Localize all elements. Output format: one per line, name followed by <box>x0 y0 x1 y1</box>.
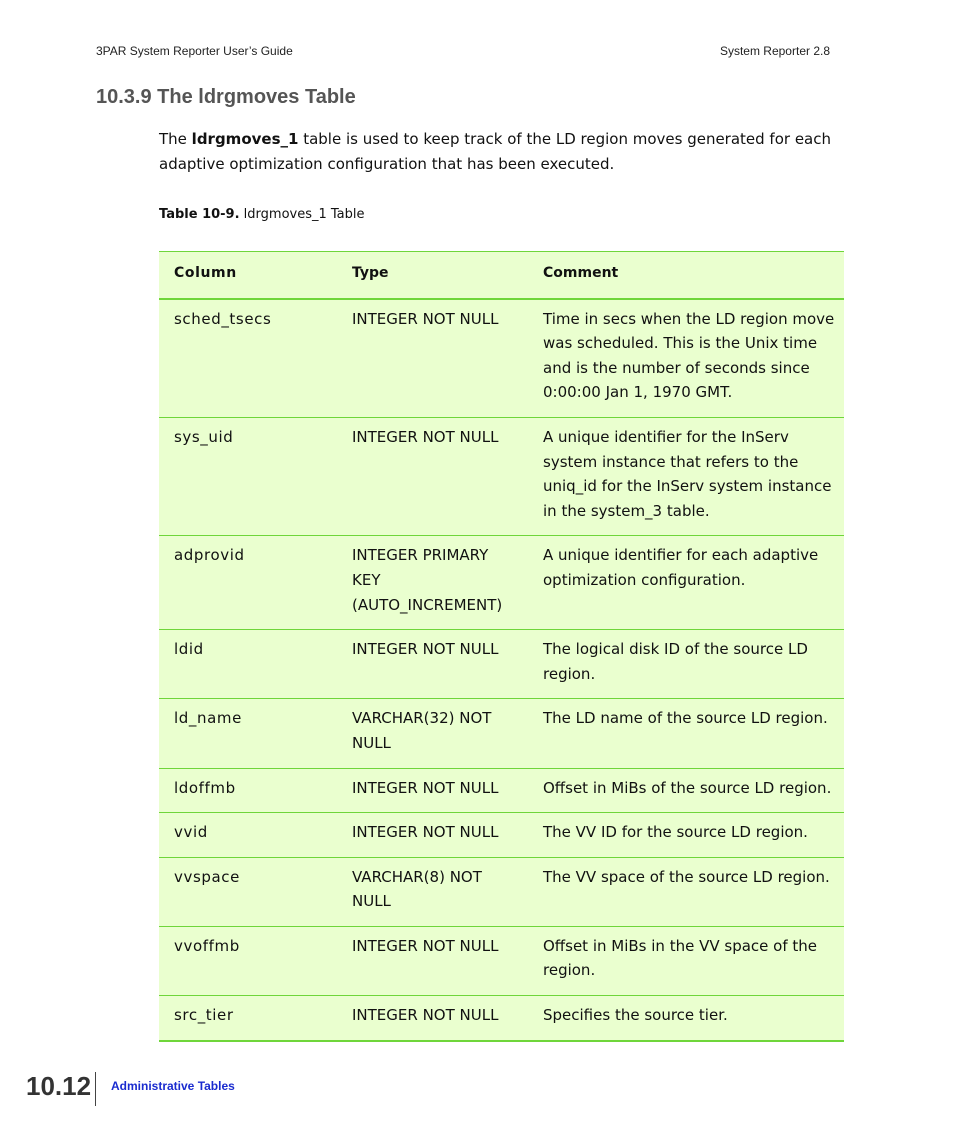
cell-column: ldid <box>159 630 337 699</box>
footer-divider <box>95 1072 96 1106</box>
intro-prefix: The <box>159 130 192 148</box>
cell-comment: The logical disk ID of the source LD region. <box>528 630 844 699</box>
table-row <box>159 926 844 995</box>
cell-type: INTEGER NOT NULL <box>337 813 528 858</box>
cell-type: INTEGER NOT NULL <box>337 417 528 535</box>
cell-column: vvid <box>159 813 337 858</box>
cell-type: INTEGER NOT NULL <box>337 996 528 1041</box>
cell-comment: A unique identifier for the InServ system instance that refers to the uniq_id for the InServ system instance in the system_3 table. <box>528 417 844 535</box>
table-row <box>159 417 844 535</box>
table-caption-label: Table 10-9. <box>159 207 240 222</box>
cell-column: sys_uid <box>159 417 337 535</box>
intro-suffix: table is used to keep track of the LD region moves generated for each adaptive optimization configuration that has been executed. <box>159 130 832 173</box>
table-row <box>159 699 844 768</box>
cell-comment: The VV space of the source LD region. <box>528 857 844 926</box>
cell-column: sched_tsecs <box>159 299 337 418</box>
cell-column: src_tier <box>159 996 337 1041</box>
cell-type: VARCHAR(8) NOT NULL <box>337 857 528 926</box>
cell-column: vvoffmb <box>159 926 337 995</box>
intro-table-name: ldrgmoves_1 <box>191 130 299 148</box>
ldrgmoves-table <box>159 251 844 1042</box>
cell-type: INTEGER PRIMARY KEY (AUTO_INCREMENT) <box>337 536 528 630</box>
column-header-column: Column <box>159 252 337 299</box>
column-header-type: Type <box>337 252 528 299</box>
cell-column: vvspace <box>159 857 337 926</box>
running-header-version: System Reporter 2.8 <box>719 44 830 58</box>
page-number: 10.12 <box>26 1071 92 1101</box>
cell-column: ldoffmb <box>159 768 337 813</box>
running-header-title: 3PAR System Reporter User’s Guide <box>96 44 293 58</box>
cell-type: VARCHAR(32) NOT NULL <box>337 699 528 768</box>
table-body <box>159 299 844 1041</box>
table-row <box>159 299 844 418</box>
table-row <box>159 857 844 926</box>
cell-column: ld_name <box>159 699 337 768</box>
table-row <box>159 996 844 1041</box>
table-caption-text: ldrgmoves_1 Table <box>239 207 365 222</box>
table-row <box>159 536 844 630</box>
cell-type: INTEGER NOT NULL <box>337 768 528 813</box>
cell-type: INTEGER NOT NULL <box>337 299 528 418</box>
footer-chapter-title: Administrative Tables <box>111 1079 235 1093</box>
cell-comment: Offset in MiBs in the VV space of the region. <box>528 926 844 995</box>
table-header-row <box>159 252 844 299</box>
table-row <box>159 768 844 813</box>
cell-column: adprovid <box>159 536 337 630</box>
cell-comment: Offset in MiBs of the source LD region. <box>528 768 844 813</box>
section-heading: 10.3.9 The ldrgmoves Table <box>96 86 356 108</box>
cell-type: INTEGER NOT NULL <box>337 926 528 995</box>
table-row <box>159 630 844 699</box>
cell-comment: The VV ID for the source LD region. <box>528 813 844 858</box>
cell-type: INTEGER NOT NULL <box>337 630 528 699</box>
intro-paragraph <box>159 127 839 177</box>
cell-comment: Specifies the source tier. <box>528 996 844 1041</box>
column-header-comment: Comment <box>528 252 844 299</box>
cell-comment: A unique identifier for each adaptive optimization configuration. <box>528 536 844 630</box>
table-caption <box>159 207 365 222</box>
table-row <box>159 813 844 858</box>
cell-comment: The LD name of the source LD region. <box>528 699 844 768</box>
cell-comment: Time in secs when the LD region move was scheduled. This is the Unix time and is the number of seconds since 0:00:00 Jan 1, 1970 GMT. <box>528 299 844 418</box>
